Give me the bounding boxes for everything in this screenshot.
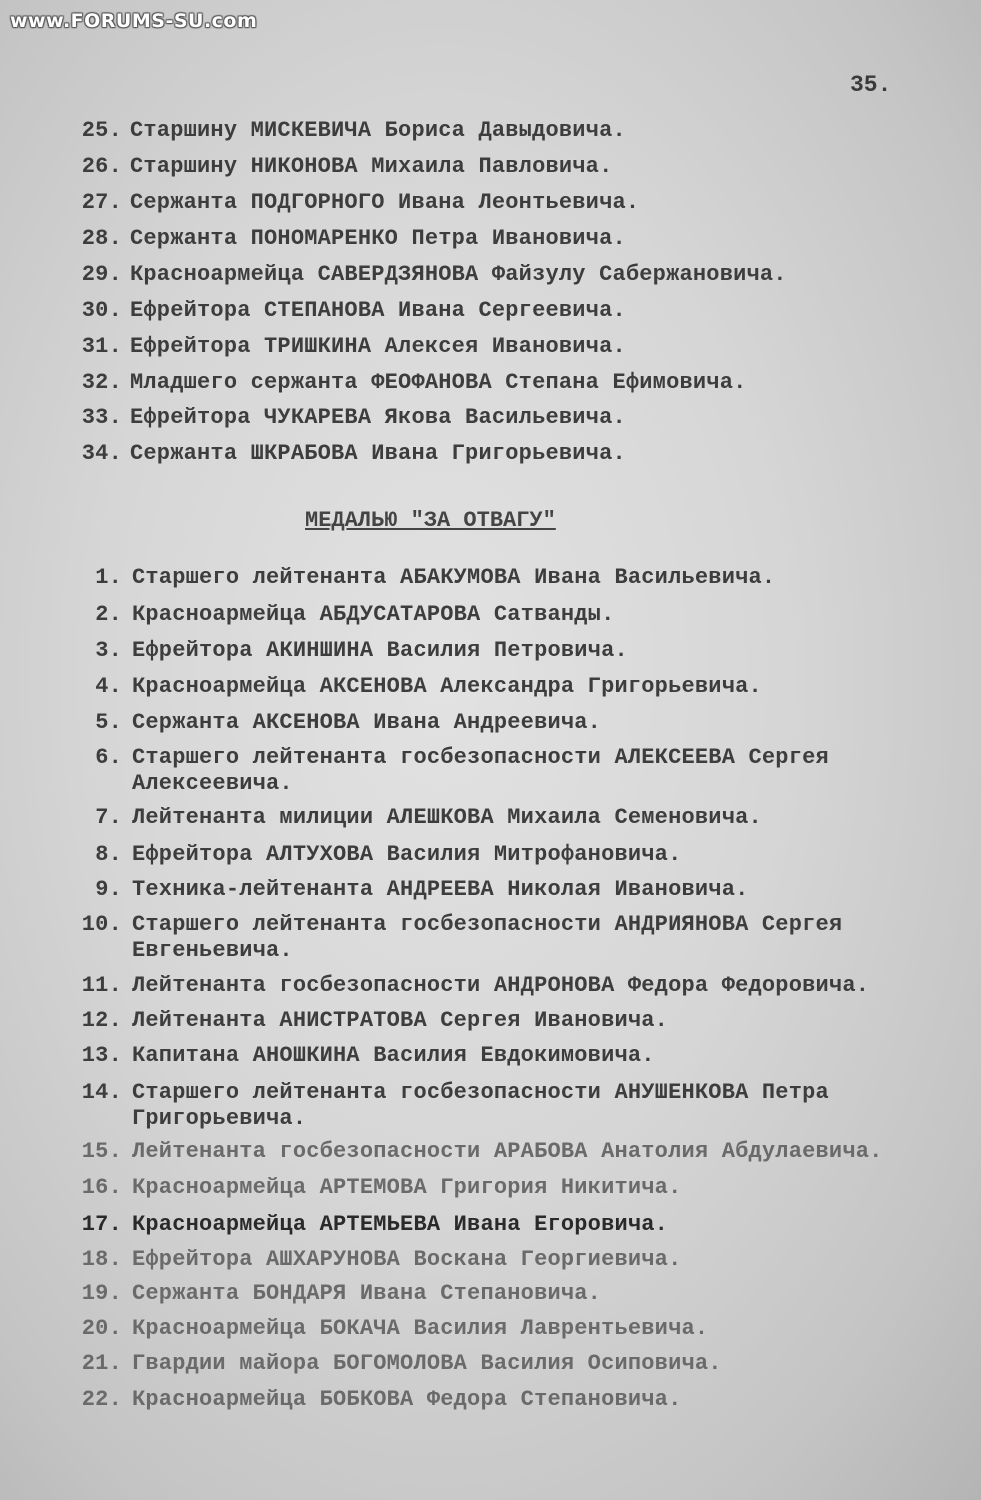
list-item-text: Старшего лейтенанта госбезопасности АНУШЕНКОВА Петра: [132, 1080, 829, 1105]
list-item-number: 7.: [95, 805, 122, 830]
list-item-text: Капитана АНОШКИНА Василия Евдокимовича.: [132, 1043, 655, 1068]
list-item-text: Красноармейца АРТЕМЬЕВА Ивана Егоровича.: [132, 1212, 669, 1237]
list-item-number: 32.: [81, 370, 122, 395]
list-item-number: 2.: [95, 602, 122, 627]
list-item-text: Техника-лейтенанта АНДРЕЕВА Николая Ивановича.: [132, 877, 749, 902]
list-item-text-continued: Алексеевича.: [132, 771, 293, 796]
list-item-number: 26.: [81, 154, 122, 179]
list-item-number: 13.: [81, 1043, 122, 1068]
list-item-text: Лейтенанта АНИСТРАТОВА Сергея Ивановича.: [132, 1008, 669, 1033]
list-item-text: Ефрейтора ТРИШКИНА Алексея Ивановича.: [130, 334, 626, 359]
list-item-text: Старшего лейтенанта госбезопасности АЛЕКСЕЕВА Сергея: [132, 745, 829, 770]
list-item-text: Ефрейтора АЛТУХОВА Василия Митрофановича.: [132, 842, 682, 867]
list-item-text: Красноармейца БОБКОВА Федора Степановича.: [132, 1387, 682, 1412]
list-item-text: Сержанта БОНДАРЯ Ивана Степановича.: [132, 1281, 602, 1306]
list-item-number: 33.: [81, 405, 122, 430]
list-item-text: Сержанта ШКРАБОВА Ивана Григорьевича.: [130, 441, 626, 466]
list-item-number: 3.: [95, 638, 122, 663]
list-item-text: Лейтенанта милиции АЛЕШКОВА Михаила Семеновича.: [132, 805, 762, 830]
list-item-text: Лейтенанта госбезопасности АНДРОНОВА Федора Федоровича.: [132, 973, 870, 998]
list-item-number: 31.: [81, 334, 122, 359]
page-number: 35.: [850, 72, 892, 98]
list-item-number: 30.: [81, 298, 122, 323]
list-item-text: Старшину НИКОНОВА Михаила Павловича.: [130, 154, 613, 179]
list-item-number: 21.: [81, 1351, 122, 1376]
list-item-number: 6.: [95, 745, 122, 770]
list-item-number: 11.: [81, 973, 122, 998]
list-item-text: Ефрейтора СТЕПАНОВА Ивана Сергеевича.: [130, 298, 626, 323]
list-item-text: Красноармейца БОКАЧА Василия Лаврентьевича.: [132, 1316, 709, 1341]
list-item-number: 14.: [81, 1080, 122, 1105]
list-item-text: Младшего сержанта ФЕОФАНОВА Степана Ефимовича.: [130, 370, 747, 395]
list-item-text: Старшего лейтенанта госбезопасности АНДРИЯНОВА Сергея: [132, 912, 843, 937]
section-title: МЕДАЛЬЮ "ЗА ОТВАГУ": [305, 508, 556, 533]
list-item-number: 16.: [81, 1175, 122, 1200]
list-item-number: 8.: [95, 842, 122, 867]
list-item-number: 1.: [95, 565, 122, 590]
watermark: www.FORUMS-SU.com: [10, 10, 258, 32]
list-item-text: Сержанта ПОНОМАРЕНКО Петра Ивановича.: [130, 226, 626, 251]
list-item-number: 18.: [81, 1247, 122, 1272]
list-item-number: 12.: [81, 1008, 122, 1033]
list-item-text: Ефрейтора ЧУКАРЕВА Якова Васильевича.: [130, 405, 626, 430]
list-item-number: 5.: [95, 710, 122, 735]
list-item-text: Гвардии майора БОГОМОЛОВА Василия Осиповича.: [132, 1351, 722, 1376]
list-item-text: Ефрейтора АШХАРУНОВА Воскана Георгиевича.: [132, 1247, 682, 1272]
list-item-number: 15.: [81, 1139, 122, 1164]
list-item-number: 29.: [81, 262, 122, 287]
list-item-number: 27.: [81, 190, 122, 215]
list-item-text: Красноармейца САВЕРДЗЯНОВА Файзулу Сабержановича.: [130, 262, 787, 287]
list-item-text: Старшину МИСКЕВИЧА Бориса Давыдовича.: [130, 118, 626, 143]
list-item-text: Лейтенанта госбезопасности АРАБОВА Анатолия Абдулаевича.: [132, 1139, 883, 1164]
list-item-number: 19.: [81, 1281, 122, 1306]
list-item-number: 28.: [81, 226, 122, 251]
list-item-number: 22.: [81, 1387, 122, 1412]
list-item-text: Сержанта ПОДГОРНОГО Ивана Леонтьевича.: [130, 190, 640, 215]
list-item-number: 25.: [81, 118, 122, 143]
list-item-text: Красноармейца АКСЕНОВА Александра Григорьевича.: [132, 674, 762, 699]
list-item-text: Красноармейца АРТЕМОВА Григория Никитича.: [132, 1175, 682, 1200]
list-item-text: Старшего лейтенанта АБАКУМОВА Ивана Васильевича.: [132, 565, 776, 590]
list-item-text-continued: Евгеньевича.: [132, 938, 293, 963]
list-item-number: 17.: [81, 1212, 122, 1237]
list-item-number: 10.: [81, 912, 122, 937]
list-item-number: 4.: [95, 674, 122, 699]
list-item-number: 9.: [95, 877, 122, 902]
list-item-text: Красноармейца АБДУСАТАРОВА Сатванды.: [132, 602, 615, 627]
list-item-number: 20.: [81, 1316, 122, 1341]
list-item-text-continued: Григорьевича.: [132, 1106, 307, 1131]
list-item-number: 34.: [81, 441, 122, 466]
list-item-text: Сержанта АКСЕНОВА Ивана Андреевича.: [132, 710, 602, 735]
list-item-text: Ефрейтора АКИНШИНА Василия Петровича.: [132, 638, 628, 663]
